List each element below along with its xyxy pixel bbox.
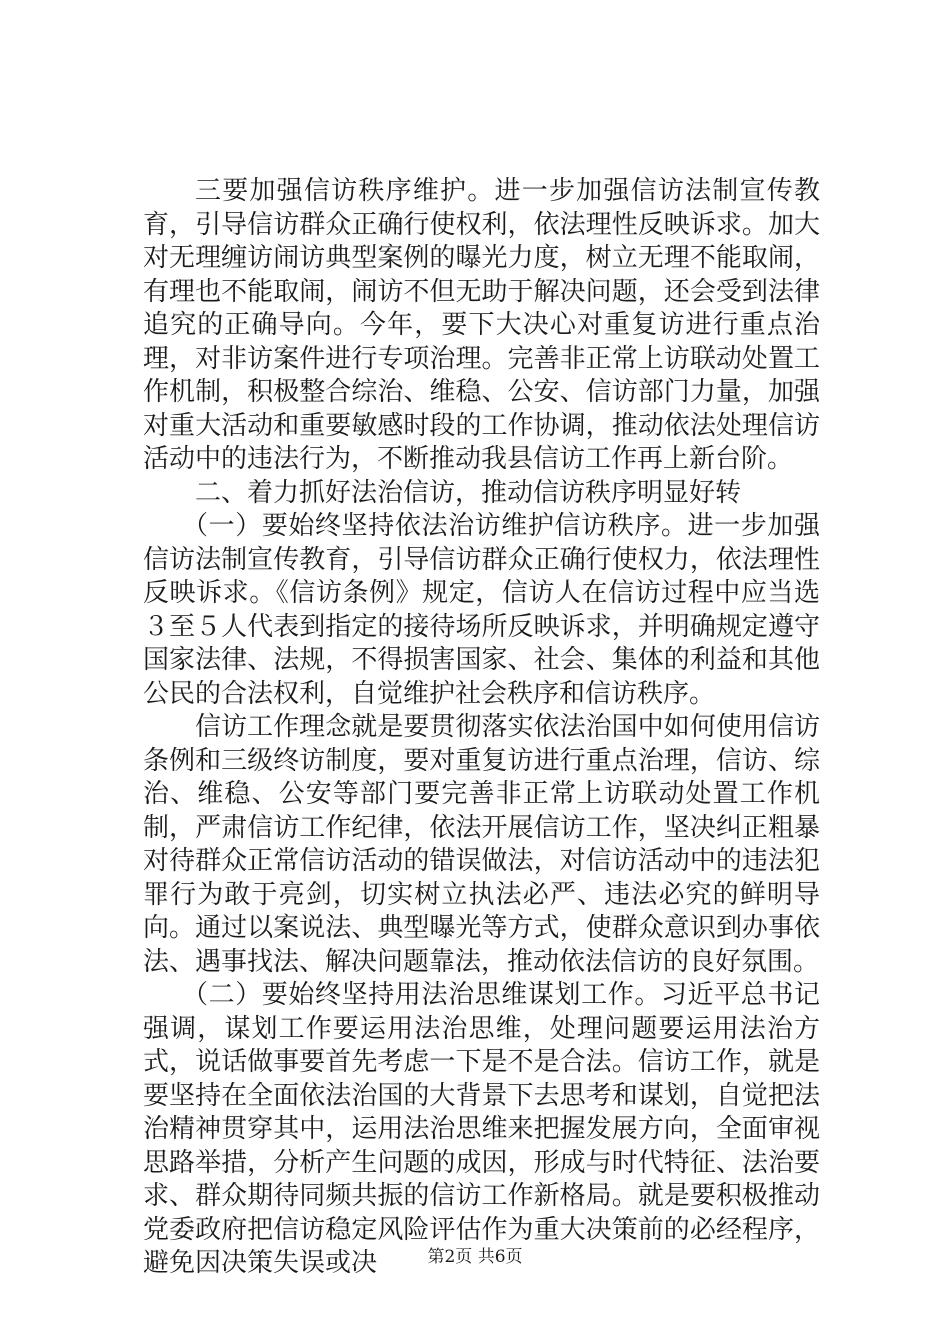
page-footer: 第2页 共6页 — [427, 1247, 523, 1267]
document-body — [143, 175, 820, 1281]
paragraph-petition-order: 三要加强信访秩序维护。进一步加强信访法制宣传教育，引导信访群众正确行使权利，依法理性反映诉求。加大对无理缠访闹访典型案例的曝光力度，树立无理不能取闹，有理也不能取闹，闹访不但无助于解决问题，还会受到法律追究的正确导向。今年，要下大决心对重复访进行重点治理，对非访案件进行专项治理。完善非正常上访联动处置工作机制，积极整合综治、维稳、公安、信访部门力量，加强对重大活动和重要敏感时段的工作协调，推动依法处理信访活动中的违法行为，不断推动我县信访工作再上新台阶。 — [143, 176, 820, 474]
paragraph-petition-concept: 信访工作理念就是要贯彻落实依法治国中如何使用信访条例和三级终访制度，要对重复访进行重点治理，信访、综治、维稳、公安等部门要完善非正常上访联动处置工作机制，严肃信访工作纪律，依法开展信访工作，坚决纠正粗暴对待群众正常信访活动的错误做法，对信访活动中的违法犯罪行为敢于亮剑，切实树立执法必严、违法必究的鲜明导向。通过以案说法、典型曝光等方式，使群众意识到办事依法、遇事找法、解决问题靠法，推动依法信访的良好氛围。 — [143, 712, 820, 977]
paragraph-subsection-1: （一）要始终坚持依法治访维护信访秩序。进一步加强信访法制宣传教育，引导信访群众正确行使权力，依法理性反映诉求。《信访条例》规定，信访人在信访过程中应当选３至５人代表到指定的接待场所反映诉求，并明确规定遵守国家法律、法规，不得损害国家、社会、集体的利益和其他公民的合法权利，自觉维护社会秩序和信访秩序。 — [143, 511, 820, 709]
section-heading-rule-of-law: 二、着力抓好法治信访，推动信访秩序明显好转 — [195, 477, 742, 508]
paragraph-subsection-2: （二）要始终坚持用法治思维谋划工作。习近平总书记强调，谋划工作要运用法治思维，处理问题要运用法治方式，说话做事要首先考虑一下是不是合法。信访工作，就是要坚持在全面依法治国的大背景下去思考和谋划，自觉把法治精神贯穿其中，运用法治思维来把握发展方向，全面审视思路举措，分析产生问题的成因，形成与时代特征、法治要求、群众期待同频共振的信访工作新格局。就是要积极推动党委政府把信访稳定风险评估作为重大决策前的必经程序，避免因决策失误或决 — [143, 980, 820, 1278]
